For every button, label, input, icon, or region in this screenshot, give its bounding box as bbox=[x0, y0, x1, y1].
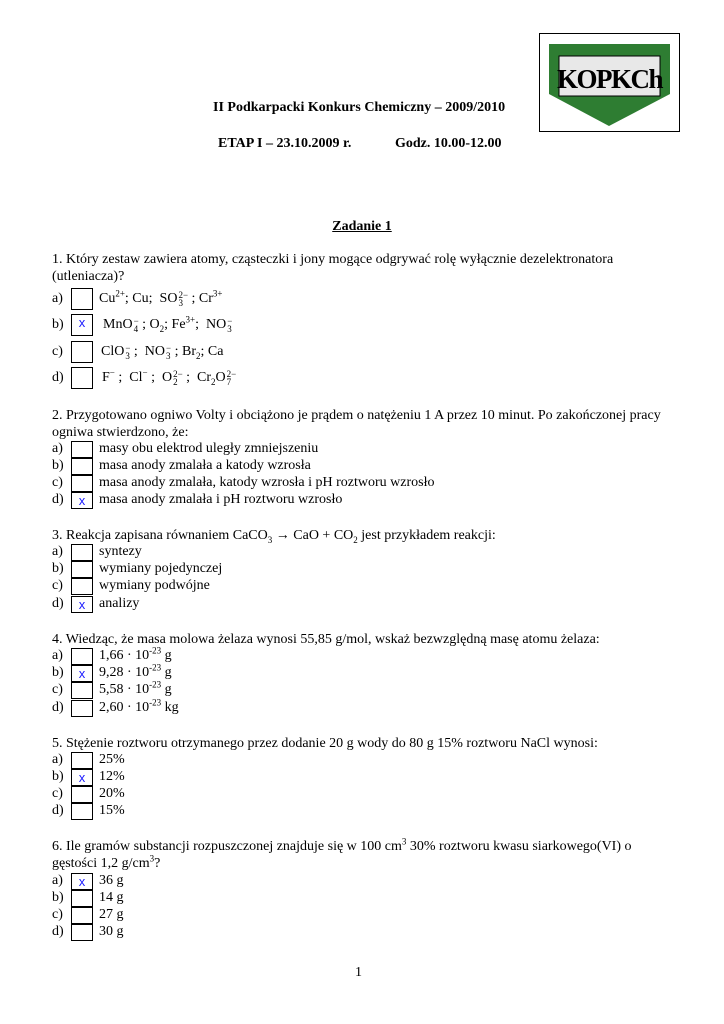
answer-checkbox[interactable] bbox=[71, 341, 93, 363]
option-letter: c) bbox=[52, 344, 63, 359]
option-letter: d) bbox=[52, 492, 64, 507]
answer-checkbox[interactable] bbox=[71, 544, 93, 561]
question-6-text: 6. Ile gramów substancji rozpuszczonej znajduje się w 100 $cm^3$ 30% roztworu kwasu siarkowego(VI) o gęstości 1,2 $g/cm^3$? bbox=[52, 836, 632, 871]
option-letter: b) bbox=[52, 890, 64, 905]
answer-checkbox[interactable] bbox=[71, 890, 93, 907]
option-text: 20% bbox=[99, 786, 125, 801]
answer-checkbox[interactable]: x bbox=[71, 596, 93, 613]
answer-checkbox[interactable] bbox=[71, 682, 93, 699]
option-letter: b) bbox=[52, 317, 64, 332]
option-letter: d) bbox=[52, 803, 64, 818]
option-letter: c) bbox=[52, 907, 63, 922]
answer-checkbox[interactable]: x bbox=[71, 314, 93, 336]
option-letter: b) bbox=[52, 665, 64, 680]
option-text: 27 g bbox=[99, 907, 124, 922]
option-letter: a) bbox=[52, 752, 63, 767]
question-2-text: 2. Przygotowano ogniwo Volty i obciążono je prądem o natężeniu 1 A przez 10 minut. Po zakończonej pracy ogniwa stwierdzono, że: bbox=[52, 408, 661, 440]
option-text: 36 g bbox=[99, 873, 124, 888]
option-formula: $Cu^{2+}$; Cu; SO 2− 3 ; $Cr^{3+}$ bbox=[99, 288, 223, 308]
answer-checkbox[interactable]: x bbox=[71, 665, 93, 682]
answer-checkbox[interactable] bbox=[71, 907, 93, 924]
answer-checkbox[interactable] bbox=[71, 288, 93, 310]
option-formula: ClO − 3 ; NO − 3 ; $Br_2$; Ca bbox=[101, 343, 224, 362]
option-text: masy obu elektrod uległy zmniejszeniu bbox=[99, 441, 319, 456]
section-title: Zadanie 1 bbox=[332, 219, 392, 234]
option-letter: b) bbox=[52, 458, 64, 473]
option-text: wymiany pojedynczej bbox=[99, 561, 223, 576]
answer-checkbox[interactable] bbox=[71, 803, 93, 820]
answer-checkbox[interactable] bbox=[71, 367, 93, 389]
answer-checkbox[interactable]: x bbox=[71, 769, 93, 786]
answer-checkbox[interactable] bbox=[71, 475, 93, 492]
answer-checkbox[interactable] bbox=[71, 700, 93, 717]
contest-title: II Podkarpacki Konkurs Chemiczny – 2009/2010 bbox=[213, 100, 506, 115]
option-letter: b) bbox=[52, 561, 64, 576]
option-letter: c) bbox=[52, 475, 63, 490]
answer-checkbox[interactable] bbox=[71, 648, 93, 665]
question-1-text: 1. Który zestaw zawiera atomy, cząsteczki i jony mogące odgrywać rolę wyłącznie dezelektronatora (utleniacza)? bbox=[52, 252, 614, 284]
answer-checkbox[interactable]: x bbox=[71, 873, 93, 890]
question-4-text: 4. Wiedząc, że masa molowa żelaza wynosi 55,85 g/mol, wskaż bezwzględną masę atomu żelaza: bbox=[52, 632, 600, 647]
option-letter: d) bbox=[52, 924, 64, 939]
answer-checkbox[interactable] bbox=[71, 786, 93, 803]
answer-checkbox[interactable] bbox=[71, 924, 93, 941]
option-text: masa anody zmalała, katody wzrosła i pH roztworu wzrosło bbox=[99, 475, 435, 490]
answer-checkbox[interactable] bbox=[71, 441, 93, 458]
option-formula: F− ; Cl− ; O 2− 2 ; $Cr_2O$ 2− 7 bbox=[102, 367, 237, 388]
option-letter: c) bbox=[52, 578, 63, 593]
option-text: 14 g bbox=[99, 890, 124, 905]
option-text: $1,66 \cdot 10^{-23}$ g bbox=[99, 645, 172, 663]
option-letter: c) bbox=[52, 682, 63, 697]
answer-checkbox[interactable] bbox=[71, 561, 93, 578]
option-text: wymiany podwójne bbox=[99, 578, 210, 593]
answer-checkbox[interactable] bbox=[71, 752, 93, 769]
logo bbox=[539, 33, 680, 132]
option-letter: d) bbox=[52, 370, 64, 385]
option-text: masa anody zmalała i pH roztworu wzrosło bbox=[99, 492, 343, 507]
option-text: 12% bbox=[99, 769, 125, 784]
option-text: 15% bbox=[99, 803, 125, 818]
option-text: $9,28 \cdot 10^{-23}$ g bbox=[99, 662, 172, 680]
answer-checkbox[interactable] bbox=[71, 578, 93, 595]
option-letter: c) bbox=[52, 786, 63, 801]
option-text: analizy bbox=[99, 596, 140, 611]
option-text: syntezy bbox=[99, 544, 142, 559]
option-letter: a) bbox=[52, 544, 63, 559]
exam-hours: Godz. 10.00-12.00 bbox=[395, 136, 502, 151]
option-letter: d) bbox=[52, 596, 64, 611]
option-text: $5,58 \cdot 10^{-23}$ g bbox=[99, 679, 172, 697]
option-text: $2,60 \cdot 10^{-23}$ kg bbox=[99, 697, 179, 715]
option-letter: d) bbox=[52, 700, 64, 715]
page-number: 1 bbox=[355, 965, 362, 980]
option-text: masa anody zmalała a katody wzrosła bbox=[99, 458, 311, 473]
stage-date: ETAP I – 23.10.2009 r. bbox=[218, 136, 352, 151]
answer-checkbox[interactable] bbox=[71, 458, 93, 475]
option-letter: a) bbox=[52, 873, 63, 888]
option-letter: b) bbox=[52, 769, 64, 784]
option-text: 25% bbox=[99, 752, 125, 767]
answer-checkbox[interactable]: x bbox=[71, 492, 93, 509]
question-5-text: 5. Stężenie roztworu otrzymanego przez dodanie 20 g wody do 80 g 15% roztworu NaCl wynosi: bbox=[52, 736, 598, 751]
option-text: 30 g bbox=[99, 924, 124, 939]
logo-text: KOPKCh bbox=[556, 64, 662, 94]
question-3-text: 3. Reakcja zapisana równaniem CaCO$_3$ → CaO + $CO_2$ jest przykładem reakcji: bbox=[52, 528, 496, 545]
option-letter: a) bbox=[52, 648, 63, 663]
option-letter: a) bbox=[52, 291, 63, 306]
option-letter: a) bbox=[52, 441, 63, 456]
option-formula: MnO − 4 ; $O_2$; $Fe^{3+}$; NO − 3 bbox=[103, 314, 233, 335]
